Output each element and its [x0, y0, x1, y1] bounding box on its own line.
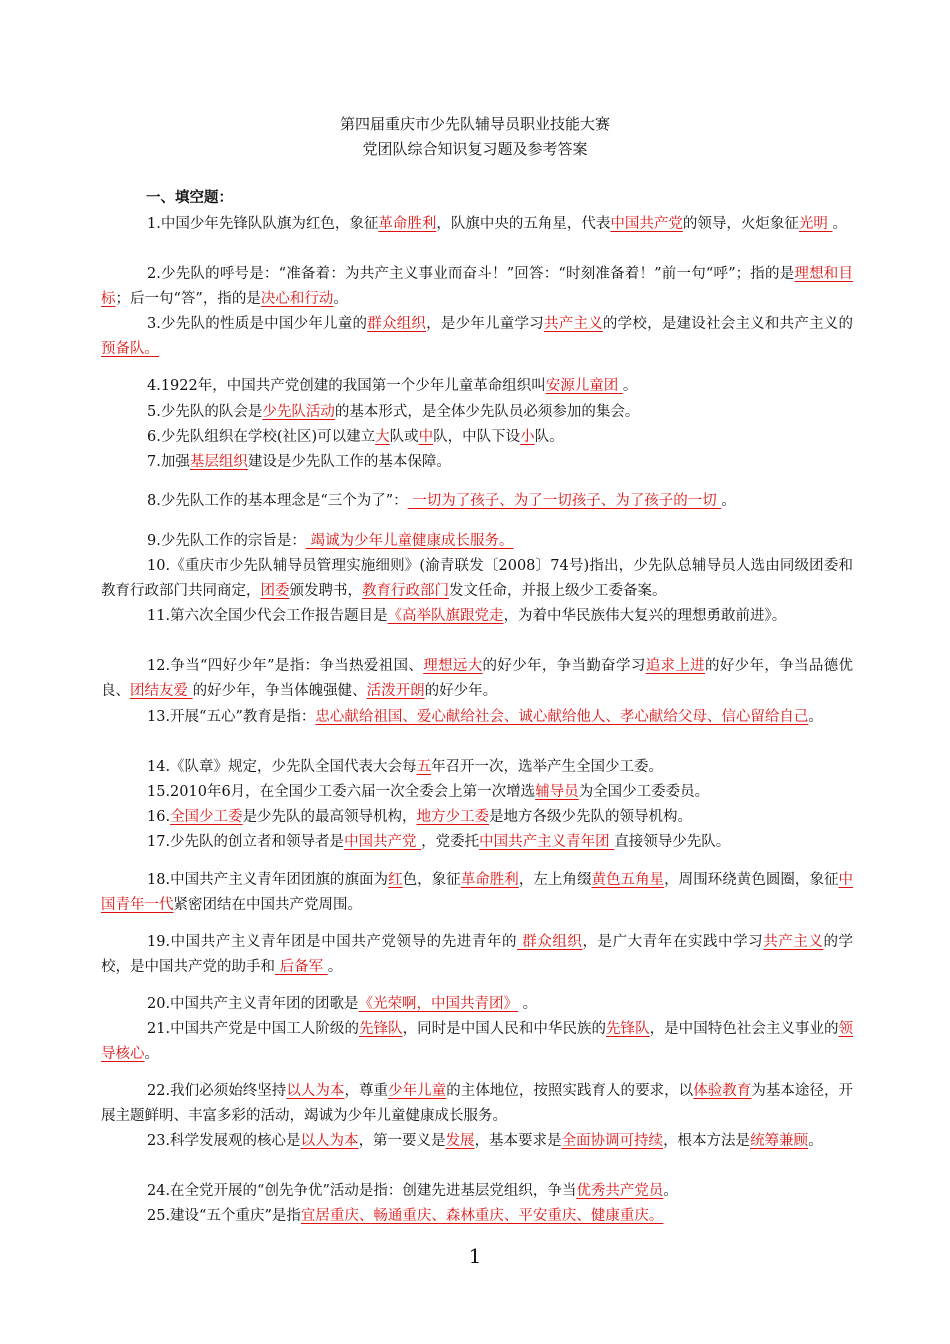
- question-text: 是地方各级少先队的领导机构。: [489, 809, 693, 825]
- question-item: [101, 930, 853, 980]
- question-text: 颁发聘书，: [289, 583, 362, 599]
- answer-text: 辅导员: [535, 784, 579, 800]
- question-text: 20.中国共产主义青年团的团歌是: [147, 996, 359, 1012]
- question-item: [101, 830, 853, 855]
- question-item: [101, 489, 853, 514]
- question-item: [101, 1204, 853, 1229]
- answer-text: 中国共产党: [344, 834, 422, 850]
- question-item: [101, 805, 853, 830]
- question-text: 14.《队章》规定，少先队全国代表大会每: [147, 759, 417, 775]
- answer-text: 理想远大: [423, 658, 483, 674]
- question-text: ，是广大青年在实践中学习: [582, 934, 764, 950]
- question-text: 。: [663, 1183, 678, 1199]
- answer-text: 光明: [798, 216, 833, 232]
- answer-text: 革命胜利: [378, 216, 437, 232]
- answer-text: 一切为了孩子、为了一切孩子、为了孩子的一切: [407, 493, 722, 509]
- question-text: 3.少先队的性质是中国少年儿童的: [147, 316, 368, 332]
- question-item: [101, 868, 853, 918]
- answer-text: 教育行政部门: [362, 583, 449, 599]
- answer-text: 红: [388, 872, 403, 888]
- answer-text: 基层组织: [189, 454, 248, 470]
- question-text: 。: [808, 1133, 823, 1149]
- answer-text: 体验教育: [693, 1083, 752, 1099]
- question-item: [101, 312, 853, 362]
- question-item: [101, 400, 853, 425]
- answer-text: 共产主义: [763, 934, 824, 950]
- document-subtitle: 党团队综合知识复习题及参考答案: [362, 140, 588, 158]
- question-text: ，是中国特色社会主义事业的: [649, 1021, 839, 1037]
- question-text: 的好少年，争当品德优良、: [101, 658, 854, 699]
- answer-text: 优秀共产党员: [576, 1183, 664, 1199]
- question-text: 18.中国共产主义青年团团旗的旗面为: [147, 872, 389, 888]
- question-text: 的好少年，争当体魄强健、: [192, 683, 367, 699]
- answer-text: 预备队。: [101, 341, 159, 357]
- question-item: [101, 654, 853, 704]
- question-text: 25.建设“五个重庆”是指: [147, 1208, 301, 1224]
- answer-text: 黄色五角星: [591, 872, 665, 888]
- answer-text: 中国青年一代: [101, 872, 854, 913]
- answer-text: 追求上进: [645, 658, 706, 674]
- answer-text: 先锋队: [359, 1021, 403, 1037]
- answer-text: 群众组织: [367, 316, 427, 332]
- question-text: 23.科学发展观的核心是: [147, 1133, 301, 1149]
- question-text: ，周围环绕黄色圆圈，象征: [664, 872, 839, 888]
- answer-text: 团委: [260, 583, 290, 599]
- question-text: 紧密团结在中国共产党周围。: [173, 897, 362, 913]
- question-text: 。: [518, 996, 538, 1012]
- answer-text: 小: [520, 429, 535, 445]
- answer-text: 忠心献给祖国、爱心献给社会、诚心献给他人、孝心献给父母、信心留给自己: [315, 709, 809, 725]
- answer-text: 以人为本: [286, 1083, 345, 1099]
- question-text: 15.2010年6月，在全国少工委六届一次全委会上第一次增选: [147, 784, 536, 800]
- question-text: ，第一要义是: [358, 1133, 446, 1149]
- question-text: 22.我们必须始终坚持: [147, 1083, 287, 1099]
- question-text: 17.少先队的创立者和领导者是: [147, 834, 345, 850]
- answer-text: 大: [375, 429, 390, 445]
- question-text: 色，象征: [402, 872, 461, 888]
- question-text: 19.中国共产主义青年团是中国共产党领导的先进青年的: [147, 934, 518, 950]
- question-text: 的学校，是中国共产党的助手和: [101, 934, 854, 975]
- section-heading: 一、填空题：: [146, 190, 233, 206]
- question-text: 7.加强: [147, 454, 190, 470]
- question-text: 为全国少工委委员。: [578, 784, 710, 800]
- question-item: [101, 212, 853, 237]
- question-text: 10.《重庆市少先队辅导员管理实施细则》(渝青联发〔2008〕74号)指出，少先队总辅导员人选由同级团委和教育行政部门共同商定，: [101, 558, 853, 599]
- question-text: 直接领导少先队。: [614, 834, 731, 850]
- page-number: 1: [468, 1244, 482, 1268]
- answer-text: 五: [416, 759, 432, 775]
- question-text: 是少先队的最高领导机构，: [242, 809, 417, 825]
- answer-text: 共产主义: [543, 316, 603, 332]
- question-text: 发文任命，并报上级少工委备案。: [449, 583, 667, 599]
- question-text: 的好少年。: [424, 683, 498, 699]
- question-text: ，同时是中国人民和中华民族的: [402, 1021, 607, 1037]
- question-text: 。: [832, 216, 847, 232]
- answer-text: 宜居重庆、畅通重庆、森林重庆、平安重庆、健康重庆。: [300, 1208, 664, 1224]
- question-text: 4.1922年，中国共产党创建的我国第一个少年儿童革命组织叫: [147, 378, 546, 394]
- question-item: [101, 262, 853, 312]
- answer-text: 群众组织: [517, 934, 583, 950]
- question-text: 5.少先队的队会是: [147, 404, 263, 420]
- question-text: 队或: [389, 429, 419, 445]
- question-text: 21.中国共产党是中国工人阶级的: [147, 1021, 359, 1037]
- answer-text: 《高举队旗跟党走: [387, 608, 504, 624]
- question-text: 建设是少先队工作的基本保障。: [247, 454, 451, 470]
- answer-text: 全国少工委: [170, 809, 243, 825]
- answer-text: 先锋队: [606, 1021, 650, 1037]
- question-text: ，左上角缀: [518, 872, 592, 888]
- question-item: [101, 425, 853, 450]
- question-text: ，队旗中央的五角星，代表: [436, 216, 611, 232]
- question-item: [101, 1017, 853, 1067]
- question-text: 13.开展“五心”教育是指：: [147, 709, 316, 725]
- question-item: [101, 604, 853, 629]
- question-text: 6.少先队组织在学校(社区)可以建立: [147, 429, 376, 445]
- answer-text: 活泼开朗: [366, 683, 425, 699]
- answer-text: 安源儿童团: [545, 378, 623, 394]
- question-text: 。: [721, 493, 736, 509]
- question-item: [101, 374, 853, 399]
- question-item: [101, 554, 853, 604]
- answer-text: 中国共产党: [610, 216, 683, 232]
- answer-text: 少年儿童: [388, 1083, 447, 1099]
- question-item: [101, 1079, 853, 1129]
- question-text: 。: [333, 291, 348, 307]
- question-text: 的主体地位，按照实践育人的要求，以: [446, 1083, 694, 1099]
- question-text: 的学校，是建设社会主义和共产主义的: [602, 316, 854, 332]
- question-text: ，根本方法是: [663, 1133, 751, 1149]
- question-text: 年召开一次，选举产生全国少工委。: [431, 759, 664, 775]
- answer-text: 后备军: [275, 959, 328, 975]
- question-item: [101, 1179, 853, 1204]
- question-text: 的好少年，争当勤奋学习: [482, 658, 646, 674]
- document-title: 第四届重庆市少先队辅导员职业技能大赛: [339, 115, 610, 133]
- question-item: [101, 992, 853, 1017]
- answer-text: 理想和目标: [101, 266, 853, 307]
- question-text: 8.少先队工作的基本理念是“三个为了”：: [147, 493, 408, 509]
- question-text: 队，中队下设: [433, 429, 521, 445]
- question-text: ，尊重: [344, 1083, 389, 1099]
- question-text: 9.少先队工作的宗旨是：: [147, 533, 306, 549]
- question-text: ，基本要求是: [474, 1133, 562, 1149]
- question-text: 的基本形式，是全体少先队员必须参加的集会。: [334, 404, 640, 420]
- answer-text: 竭诚为少年儿童健康成长服务。: [305, 533, 514, 549]
- question-text: 。: [622, 378, 638, 394]
- question-item: [101, 755, 853, 780]
- question-item: [101, 705, 853, 730]
- question-text: 。: [808, 709, 823, 725]
- question-text: ；后一句“答”，指的是: [115, 291, 261, 307]
- answer-text: 中国共产主义青年团: [479, 834, 615, 850]
- question-text: 。: [144, 1046, 159, 1062]
- answer-text: 发展: [445, 1133, 475, 1149]
- question-item: [101, 529, 853, 554]
- question-text: ，为着中华民族伟大复兴的理想勇敢前进》。: [503, 608, 787, 624]
- answer-text: 决心和行动: [260, 291, 334, 307]
- question-text: 1.中国少年先锋队队旗为红色，象征: [147, 216, 379, 232]
- question-item: [101, 450, 853, 475]
- answer-text: 领导核心: [101, 1021, 854, 1062]
- question-text: 12.争当“四好少年”是指：争当热爱祖国、: [147, 658, 424, 674]
- question-text: 11.第六次全国少代会工作报告题目是: [147, 608, 388, 624]
- question-text: 24.在全党开展的“创先争优”活动是指：创建先进基层党组织，争当: [147, 1183, 577, 1199]
- question-item: [101, 780, 853, 805]
- question-text: ，是少年儿童学习: [426, 316, 544, 332]
- answer-text: 以人为本: [300, 1133, 359, 1149]
- question-text: 队。: [534, 429, 564, 445]
- answer-text: 统筹兼顾: [750, 1133, 809, 1149]
- answer-text: 团结友爱: [130, 683, 193, 699]
- question-item: [101, 1129, 853, 1154]
- question-text: 2.少先队的呼号是：“准备着：为共产主义事业而奋斗！”回答：“时刻准备着！”前一句“呼”；指的是: [147, 266, 795, 282]
- answer-text: 全面协调可持续: [561, 1133, 664, 1149]
- answer-text: 《光荣啊，中国共青团》: [358, 996, 519, 1012]
- question-text: 16.: [147, 809, 171, 825]
- answer-text: 中: [418, 429, 434, 445]
- question-text: 。: [327, 959, 343, 975]
- question-text: 的领导，火炬象征: [682, 216, 799, 232]
- answer-text: 革命胜利: [460, 872, 519, 888]
- answer-text: 少先队活动: [262, 404, 335, 420]
- answer-text: 地方少工委: [416, 809, 490, 825]
- question-text: ，党委托: [421, 834, 480, 850]
- question-text: 为基本途径，开展主题鲜明、丰富多彩的活动，竭诚为少年儿童健康成长服务。: [101, 1083, 854, 1124]
